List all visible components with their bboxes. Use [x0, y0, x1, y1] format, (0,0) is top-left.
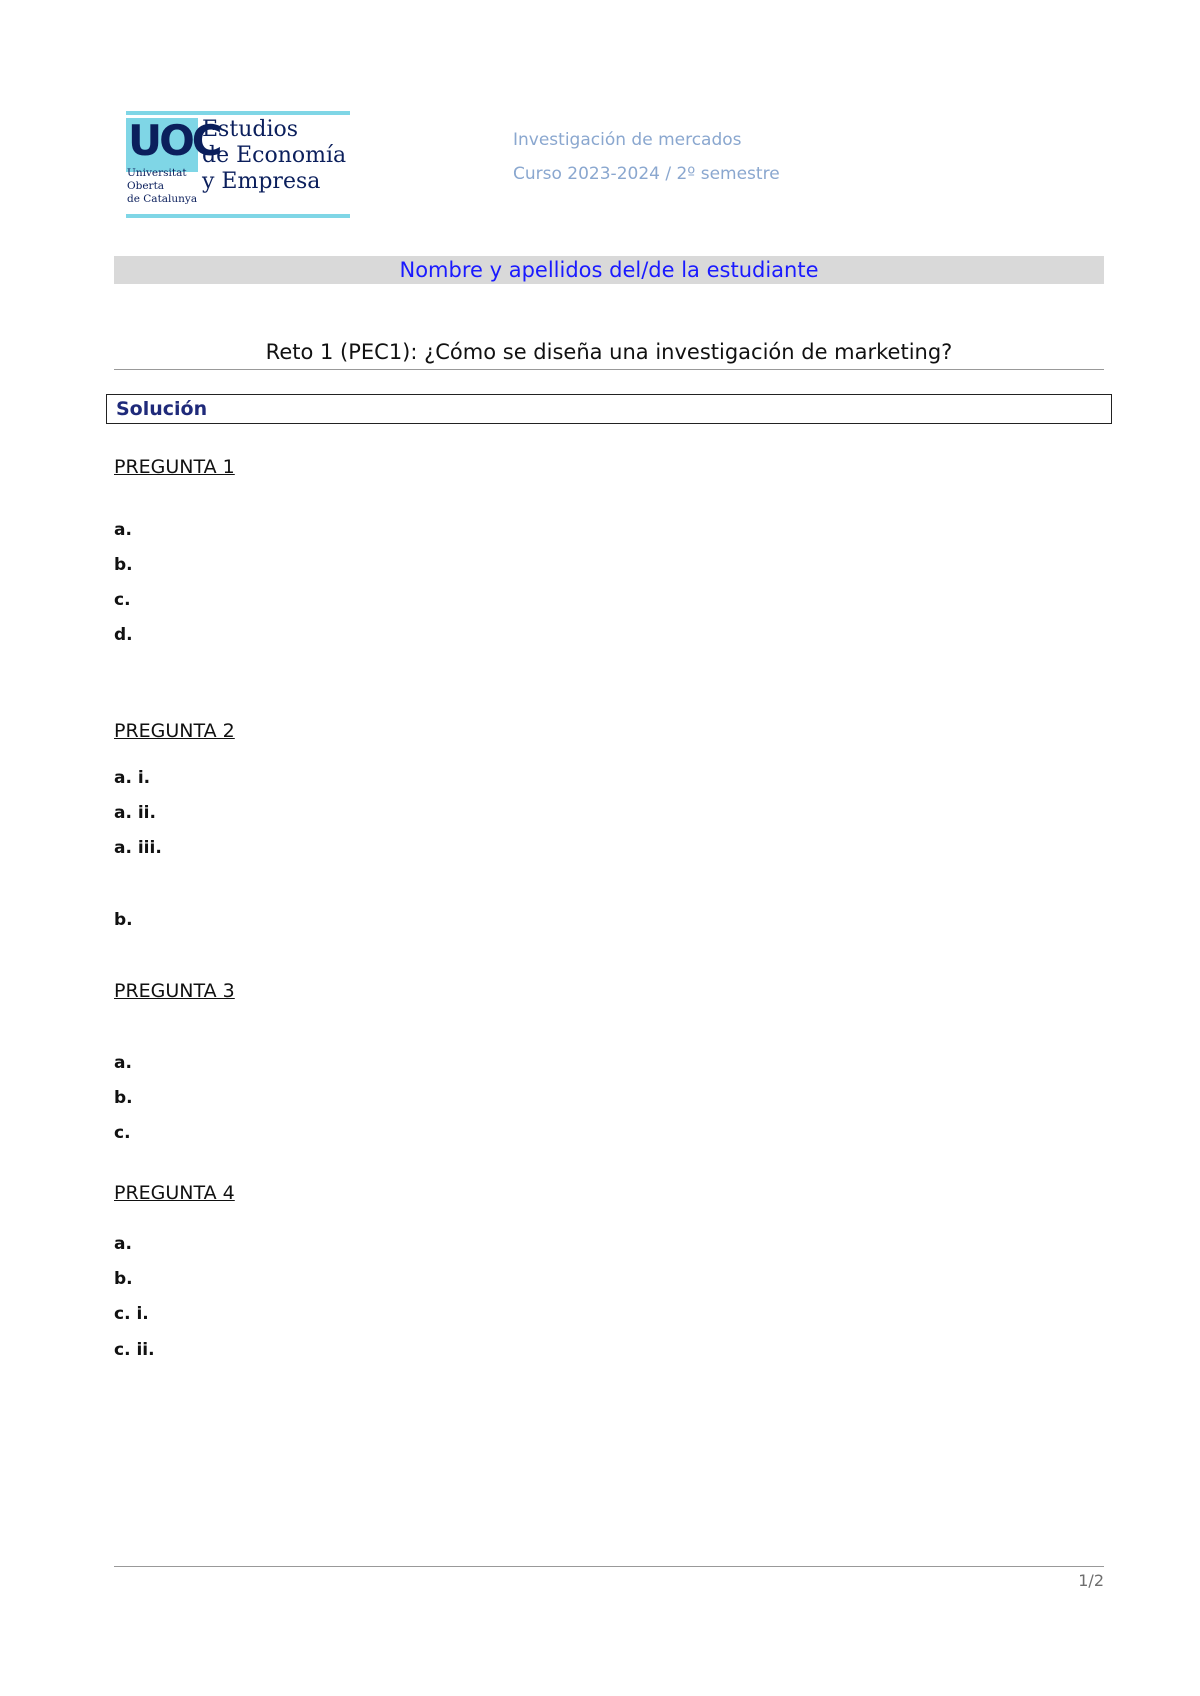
question-2-item-a-iii: a. iii.: [114, 838, 162, 858]
question-4-heading: PREGUNTA 4: [114, 1182, 235, 1204]
question-2-heading: PREGUNTA 2: [114, 720, 235, 742]
question-4-item-c-i: c. i.: [114, 1304, 149, 1324]
question-4-item-a: a.: [114, 1234, 132, 1254]
solution-label: Solución: [116, 398, 208, 420]
logo-faculty-name: [202, 117, 346, 195]
question-4-item-c-ii: c. ii.: [114, 1340, 155, 1360]
question-1-item-c: c.: [114, 590, 131, 610]
logo-university-line: Oberta: [127, 180, 165, 192]
student-name-bar: [114, 256, 1104, 284]
logo-top-line: [126, 111, 350, 115]
logo-title-line: de Economía: [202, 143, 347, 168]
question-2-item-b: b.: [114, 910, 133, 930]
question-2-item-a-i: a. i.: [114, 768, 151, 788]
logo-university-name: [127, 167, 197, 206]
question-3-item-b: b.: [114, 1088, 133, 1108]
challenge-title: Reto 1 (PEC1): ¿Cómo se diseña una investigación de marketing?: [265, 340, 953, 364]
question-1-item-b: b.: [114, 555, 133, 575]
footer-divider: [114, 1566, 1104, 1567]
logo-bottom-line: [126, 214, 350, 218]
question-3-item-a: a.: [114, 1053, 132, 1073]
course-subject: Investigación de mercados: [513, 130, 742, 150]
page-number: 1/2: [1078, 1571, 1104, 1590]
question-2-item-a-ii: a. ii.: [114, 803, 156, 823]
question-1-item-a: a.: [114, 520, 132, 540]
logo-title-line: y Empresa: [202, 169, 321, 194]
title-divider: [114, 369, 1104, 370]
student-name-label: Nombre y apellidos del/de la estudiante: [399, 258, 819, 282]
uoc-logo: [126, 111, 352, 219]
question-4-item-b: b.: [114, 1269, 133, 1289]
question-1-item-d: d.: [114, 625, 133, 645]
course-term: Curso 2023-2024 / 2º semestre: [513, 164, 780, 184]
course-info: [513, 123, 780, 191]
question-1-heading: PREGUNTA 1: [114, 456, 235, 478]
question-3-item-c: c.: [114, 1123, 131, 1143]
logo-mark: UOC: [128, 116, 220, 165]
question-3-heading: PREGUNTA 3: [114, 980, 235, 1002]
logo-university-line: de Catalunya: [127, 193, 198, 205]
logo-title-line: Estudios: [202, 117, 299, 142]
solution-box: [106, 394, 1112, 424]
logo-university-line: Universitat: [127, 167, 187, 179]
